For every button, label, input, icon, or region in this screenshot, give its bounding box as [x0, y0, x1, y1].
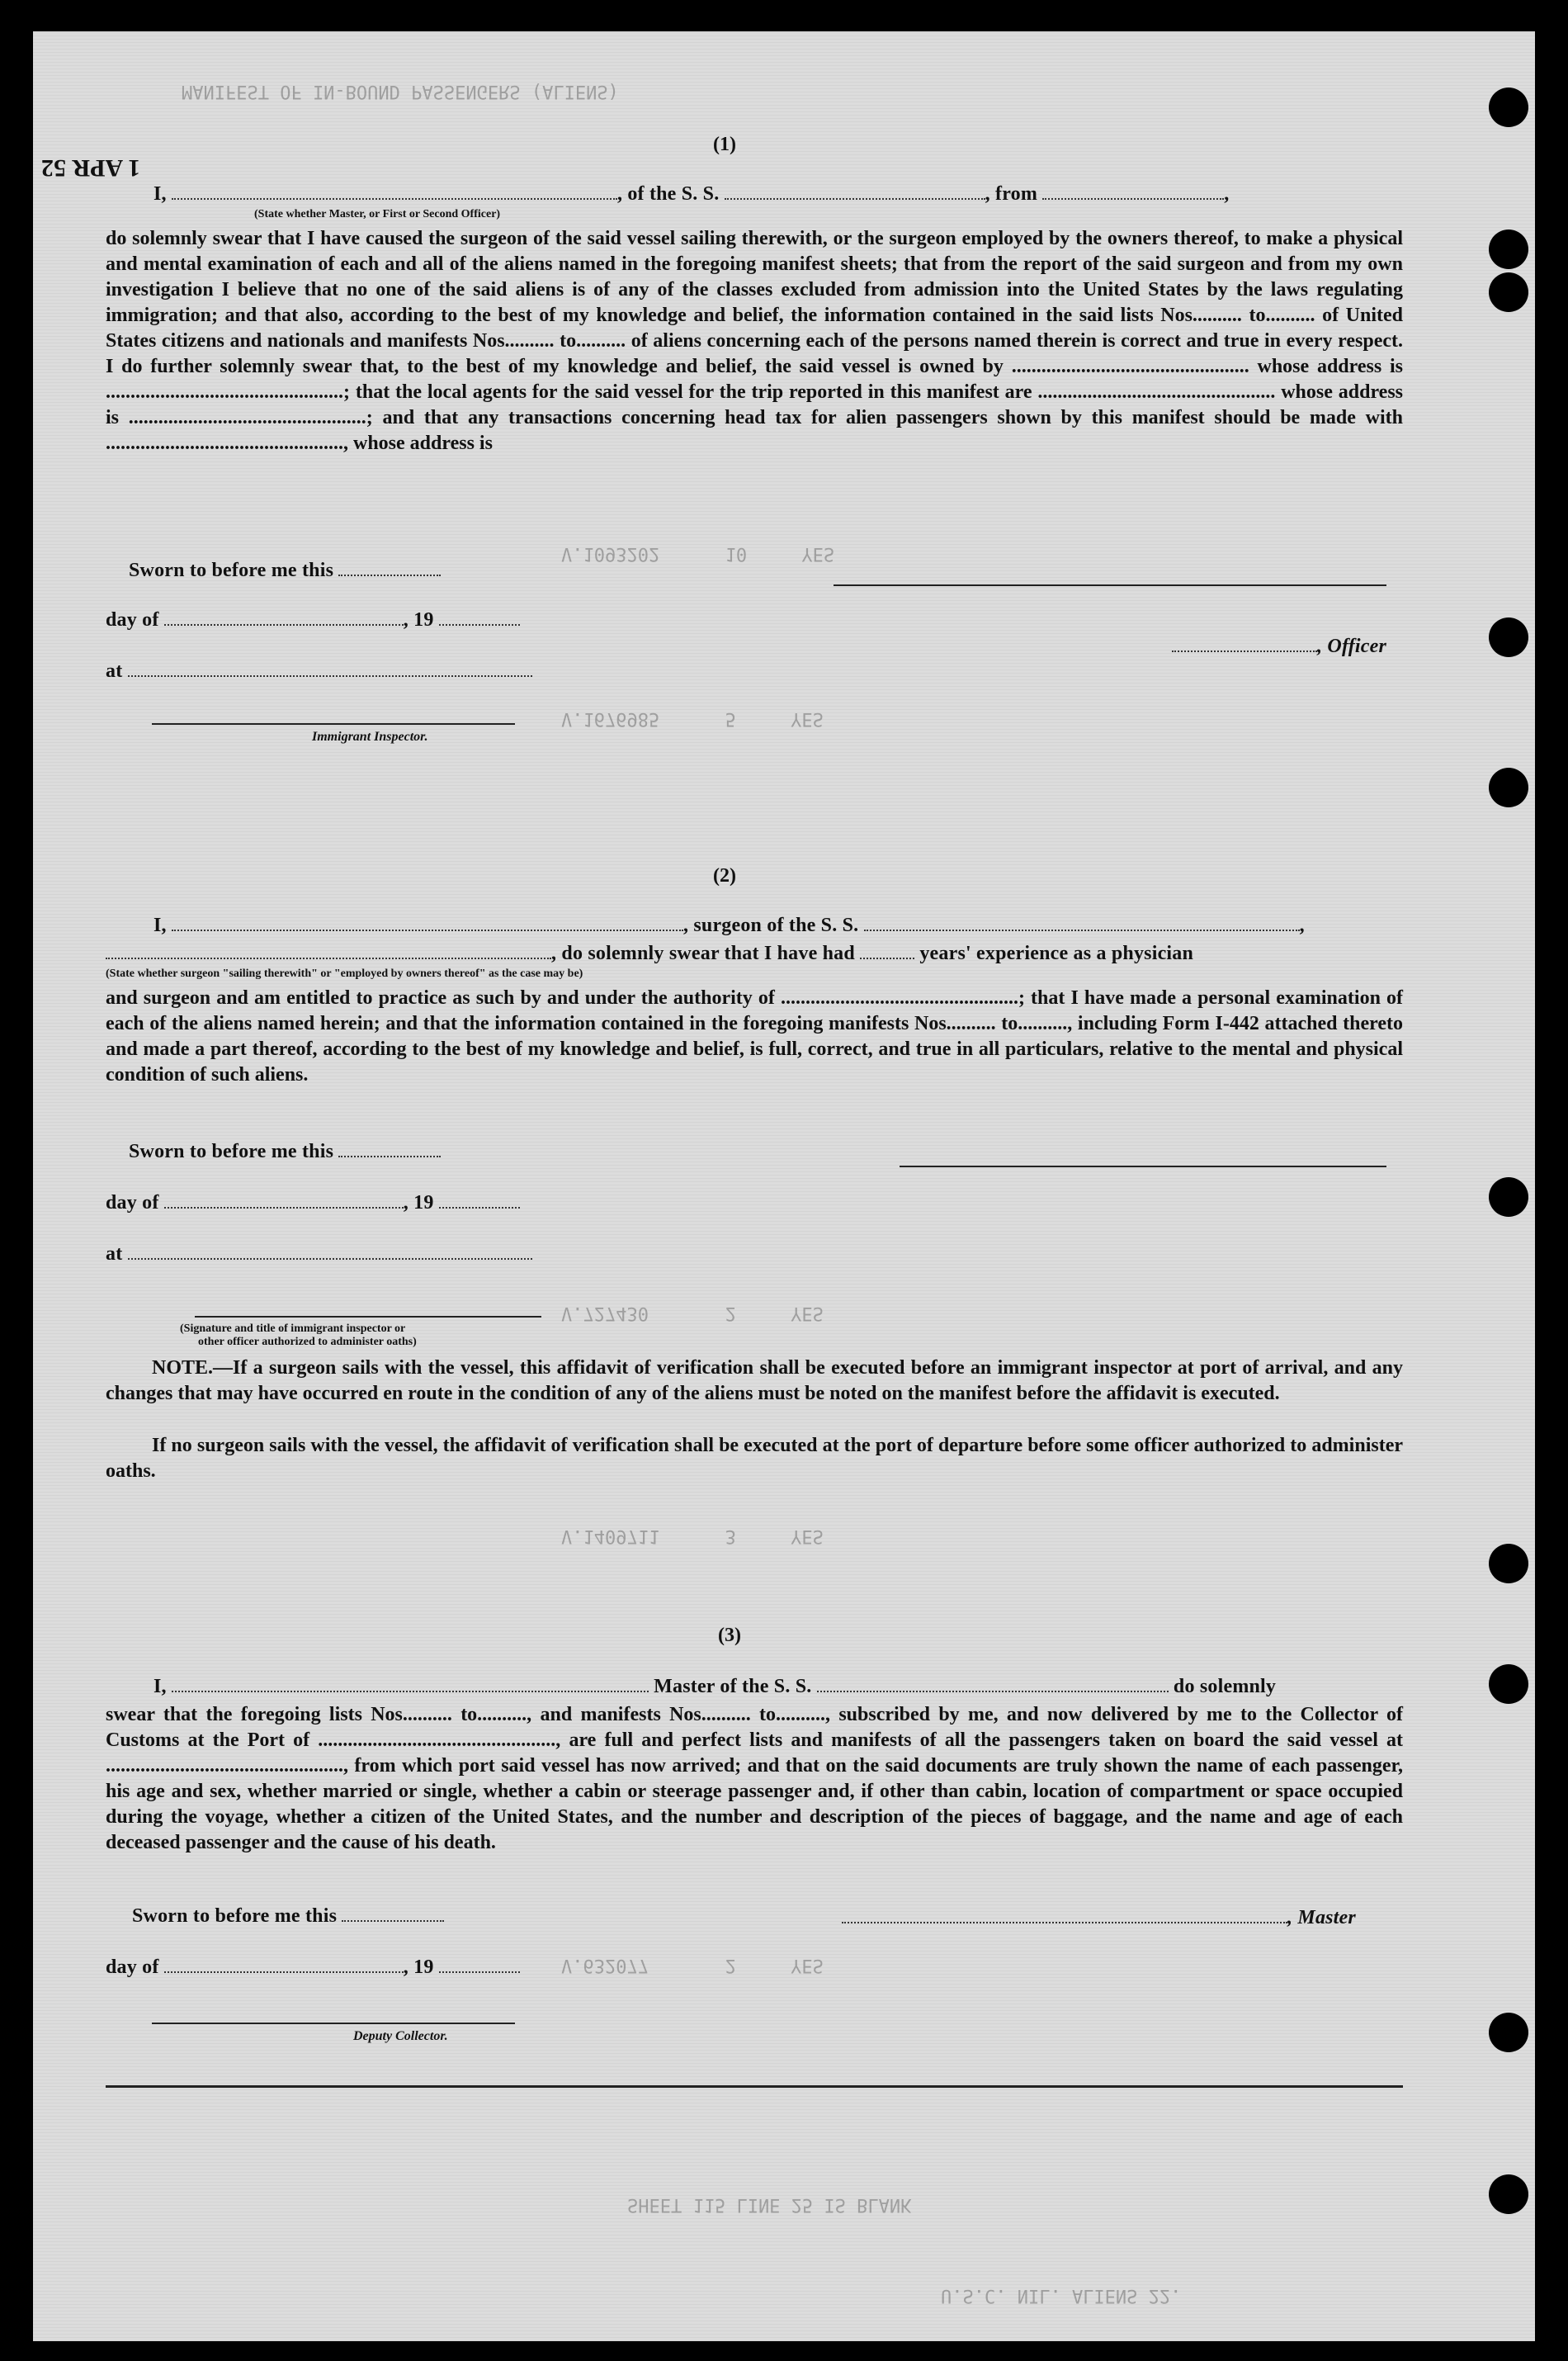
bleed-through-text: V.1093202 10 YES — [561, 543, 835, 564]
collector-signature-line — [152, 2023, 515, 2024]
bleed-through-text: V.1676985 5 YES — [561, 708, 824, 729]
date-stamp: 1 APR 52 — [41, 154, 140, 182]
bleed-through-text: U.S.C. NIL. ALIENS 22. — [941, 2285, 1182, 2306]
surgeon-name-field[interactable] — [172, 915, 683, 931]
bottom-divider — [106, 2085, 1403, 2088]
vessel-field[interactable] — [725, 183, 985, 200]
at-line: at — [106, 1243, 532, 1266]
inspector-label: Immigrant Inspector. — [312, 730, 428, 744]
bleed-through-text: MANIFEST OF IN-BOUND PASSENGERS (ALIENS) — [182, 81, 619, 102]
manifest-page — [33, 31, 1535, 2341]
years-field[interactable] — [860, 943, 914, 959]
note-paragraph: If no surgeon sails with the vessel, the affidavit of verification shall be executed at the port of departure before some officer authorized to administer oaths. — [106, 1435, 1403, 1482]
oath-paragraph: do solemnly swear that I have caused the surgeon of the said vessel sailing therewith, or the surgeon employed by the owners thereof, to make a physical and mental examination of each and all of the aliens named in the foregoing manifest sheets; that from the report of the said surgeon and from my own investigation I believe that no one of the said aliens is of any of the classes excluded from admission into the United States by the laws regulating immigration; and that also, according to the best of my knowledge and belief, the information contained in the said lists Nos.......... to.......... of United States citizens and nationals and manifests Nos.......... to.......... of aliens concerning each of the persons named therein is correct and true in every respect. I do further solemnly swear that, to the best of my knowledge and belief, the said vessel is owned by ................................................ whose address is ................................................; that the local agents for the said vessel for the trip reported in this manifest are ................................................ whose address is ................................................; and that any transactions concerning head tax for alien passengers shown by this manifest should be made with ................................................, whose address is — [106, 228, 1403, 454]
master-name-field[interactable] — [172, 1676, 649, 1692]
signature-caption: (Signature and title of immigrant inspector or — [180, 1322, 406, 1335]
punch-hole — [1489, 229, 1528, 269]
punch-hole — [1489, 1544, 1528, 1583]
officer-label: , Officer — [1172, 636, 1386, 658]
master-label: , Master — [842, 1907, 1356, 1929]
day-line: day of , 19 — [106, 1956, 520, 1979]
signature-line — [834, 584, 1386, 586]
signature-line — [900, 1166, 1386, 1167]
master-paragraph: swear that the foregoing lists Nos.......... to.........., and manifests Nos.......... to.........., subscribed by me, and now delivered by me to the Collector of Customs at the Port of ................................................, are full and perfect lists and manifests of all the passengers taken on board the said vessel at ................................................, from which port said vessel has now arrived; and that on the said documents are truly shown the name of each passenger, his age and sex, whether married or single, whether a cabin or steerage passenger and, if other than cabin, location of compartment or space occupied during the voyage, whether a citizen of the United States, and the number and description of the pieces of baggage, and the name and age of each deceased passenger and the cause of his death. — [106, 1704, 1403, 1853]
surgeon-line: I, , surgeon of the S. S. , — [153, 915, 1305, 936]
field-caption: (State whether Master, or First or Second Officer) — [254, 208, 501, 220]
from-field[interactable] — [1042, 183, 1224, 200]
section-number: (1) — [713, 134, 736, 155]
field-caption: (State whether surgeon "sailing therewith" or "employed by owners thereof" as the case may be) — [106, 968, 583, 980]
punch-hole — [1489, 768, 1528, 807]
punch-hole — [1489, 2174, 1528, 2214]
surgeon-paragraph: and surgeon and am entitled to practice as such by and under the authority of ................................................; that I have made a personal examination of each of the aliens named herein; and that the information contained in the foregoing manifests Nos.......... to.........., including Form I-442 attached thereto and made a part thereof, according to the best of my knowledge and belief, is full, correct, and true in all particulars, relative to the mental and physical condition of such aliens. — [106, 987, 1403, 1086]
punch-hole — [1489, 617, 1528, 657]
vessel-field[interactable] — [817, 1676, 1169, 1692]
inspector-signature-line — [152, 723, 515, 725]
bleed-through-text: SHEET 115 LINE 25 IS BLANK — [627, 2194, 912, 2215]
experience-line: , do solemnly swear that I have had years' experience as a physician — [106, 943, 1193, 965]
bleed-through-text: V.1409711 3 YES — [561, 1526, 824, 1546]
signature-line — [195, 1316, 541, 1318]
punch-hole — [1489, 88, 1528, 127]
bleed-through-text: V.727430 2 YES — [561, 1303, 824, 1323]
day-line: day of , 19 — [106, 609, 520, 632]
bleed-through-text: V.632077 2 YES — [561, 1955, 824, 1975]
sworn-line: Sworn to before me this — [129, 560, 441, 582]
day-line: day of , 19 — [106, 1192, 520, 1214]
sworn-line: Sworn to before me this — [129, 1141, 441, 1163]
punch-hole — [1489, 1664, 1528, 1704]
signature-caption: other officer authorized to administer oaths) — [198, 1336, 417, 1348]
name-field[interactable] — [172, 183, 617, 200]
punch-hole — [1489, 1177, 1528, 1217]
master-line: I, Master of the S. S. do solemnly — [153, 1676, 1277, 1697]
punch-hole — [1489, 272, 1528, 312]
section-number: (3) — [718, 1625, 741, 1646]
collector-label: Deputy Collector. — [353, 2029, 448, 2043]
vessel-field[interactable] — [864, 915, 1300, 931]
punch-hole — [1489, 2013, 1528, 2052]
note-paragraph: NOTE.—If a surgeon sails with the vessel, this affidavit of verification shall be executed before an immigrant inspector at port of arrival, and any changes that may have occurred en route in the condition of any of the aliens must be noted on the manifest before the affidavit is executed. — [106, 1357, 1403, 1404]
affiant-line: I, , of the S. S. , from , — [153, 183, 1230, 205]
at-line: at — [106, 660, 532, 683]
sworn-line: Sworn to before me this — [132, 1905, 444, 1928]
section-number: (2) — [713, 865, 736, 887]
